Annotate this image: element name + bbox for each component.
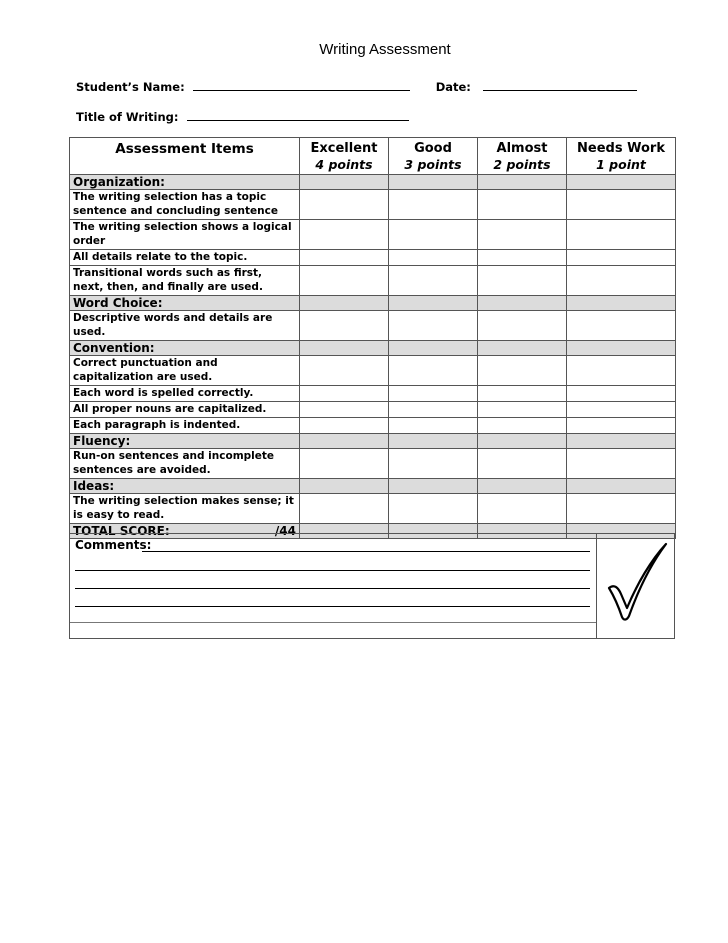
score-cell[interactable]	[567, 402, 676, 418]
level-excellent-header: Excellent 4 points	[300, 138, 389, 175]
category-row	[70, 296, 676, 311]
total-score-label: TOTAL SCORE:	[73, 524, 170, 538]
item-text: All proper nouns are capitalized.	[70, 402, 300, 418]
assessment-table	[69, 137, 676, 539]
score-cell[interactable]	[478, 190, 567, 220]
level-good-header: Good 3 points	[389, 138, 478, 175]
category-fluency: Fluency:	[70, 434, 300, 449]
score-cell[interactable]	[478, 402, 567, 418]
total-score-max: /44	[274, 524, 296, 538]
category-convention: Convention:	[70, 341, 300, 356]
table-row	[70, 311, 676, 341]
score-cell[interactable]	[300, 220, 389, 250]
table-row	[70, 266, 676, 296]
table-row	[70, 250, 676, 266]
score-cell[interactable]	[389, 190, 478, 220]
student-name-row	[76, 79, 637, 94]
page-title: Writing Assessment	[319, 41, 451, 58]
category-row	[70, 341, 676, 356]
score-cell[interactable]	[389, 494, 478, 524]
score-cell[interactable]	[300, 449, 389, 479]
comments-label: Comments:	[75, 538, 152, 552]
score-cell[interactable]	[300, 190, 389, 220]
category-organization: Organization:	[70, 175, 300, 190]
student-name-field[interactable]	[193, 79, 410, 91]
score-cell[interactable]	[300, 250, 389, 266]
score-cell[interactable]	[478, 311, 567, 341]
score-cell[interactable]	[389, 220, 478, 250]
score-cell[interactable]	[300, 311, 389, 341]
score-cell[interactable]	[300, 266, 389, 296]
comment-line	[75, 588, 590, 589]
divider	[596, 534, 597, 639]
category-row	[70, 434, 676, 449]
title-of-writing-field[interactable]	[187, 109, 409, 121]
comment-line	[142, 551, 590, 552]
table-row	[70, 494, 676, 524]
score-cell[interactable]	[478, 386, 567, 402]
item-text: Transitional words such as first, next, then, and finally are used.	[70, 266, 300, 296]
score-cell[interactable]	[300, 386, 389, 402]
table-row	[70, 386, 676, 402]
item-text: The writing selection makes sense; it is easy to read.	[70, 494, 300, 524]
score-cell[interactable]	[389, 386, 478, 402]
score-cell[interactable]	[389, 449, 478, 479]
score-cell[interactable]	[567, 220, 676, 250]
score-cell[interactable]	[567, 266, 676, 296]
item-text: Run-on sentences and incomplete sentences are avoided.	[70, 449, 300, 479]
item-text: The writing selection has a topic sentence and concluding sentence	[70, 190, 300, 220]
item-text: Each paragraph is indented.	[70, 418, 300, 434]
item-text: All details relate to the topic.	[70, 250, 300, 266]
title-of-writing-label: Title of Writing:	[76, 110, 179, 124]
table-row	[70, 418, 676, 434]
score-cell[interactable]	[567, 311, 676, 341]
score-cell[interactable]	[389, 250, 478, 266]
category-ideas: Ideas:	[70, 479, 300, 494]
item-text: Correct punctuation and capitalization are used.	[70, 356, 300, 386]
score-cell[interactable]	[389, 356, 478, 386]
score-cell[interactable]	[478, 220, 567, 250]
item-text: Descriptive words and details are used.	[70, 311, 300, 341]
score-cell[interactable]	[389, 418, 478, 434]
divider	[70, 622, 596, 623]
category-row	[70, 479, 676, 494]
score-cell[interactable]	[567, 386, 676, 402]
score-cell[interactable]	[478, 356, 567, 386]
score-cell[interactable]	[478, 418, 567, 434]
level-needs-work-header: Needs Work 1 point	[567, 138, 676, 175]
title-of-writing-row	[76, 109, 409, 124]
score-cell[interactable]	[567, 190, 676, 220]
comments-area[interactable]	[70, 534, 596, 622]
score-cell[interactable]	[300, 494, 389, 524]
date-field[interactable]	[483, 79, 637, 91]
table-row	[70, 402, 676, 418]
checkmark-icon	[605, 542, 669, 622]
score-cell[interactable]	[300, 418, 389, 434]
score-cell[interactable]	[300, 356, 389, 386]
item-text: The writing selection shows a logical order	[70, 220, 300, 250]
table-row	[70, 190, 676, 220]
score-cell[interactable]	[389, 402, 478, 418]
table-row	[70, 220, 676, 250]
score-cell[interactable]	[389, 311, 478, 341]
category-row	[70, 175, 676, 190]
score-cell[interactable]	[478, 250, 567, 266]
score-cell[interactable]	[567, 449, 676, 479]
item-text: Each word is spelled correctly.	[70, 386, 300, 402]
score-cell[interactable]	[567, 418, 676, 434]
comments-box	[69, 533, 675, 639]
score-cell[interactable]	[478, 449, 567, 479]
score-cell[interactable]	[567, 494, 676, 524]
score-cell[interactable]	[300, 402, 389, 418]
comment-line	[75, 606, 590, 607]
table-row	[70, 356, 676, 386]
score-cell[interactable]	[567, 250, 676, 266]
table-header-row	[70, 138, 676, 175]
assessment-items-header: Assessment Items	[70, 138, 300, 175]
student-name-label: Student’s Name:	[76, 80, 185, 94]
table-row	[70, 449, 676, 479]
level-almost-header: Almost 2 points	[478, 138, 567, 175]
category-word-choice: Word Choice:	[70, 296, 300, 311]
comment-line	[75, 570, 590, 571]
date-label: Date:	[435, 80, 471, 94]
score-cell[interactable]	[478, 494, 567, 524]
score-cell[interactable]	[389, 266, 478, 296]
score-cell[interactable]	[567, 356, 676, 386]
score-cell[interactable]	[478, 266, 567, 296]
